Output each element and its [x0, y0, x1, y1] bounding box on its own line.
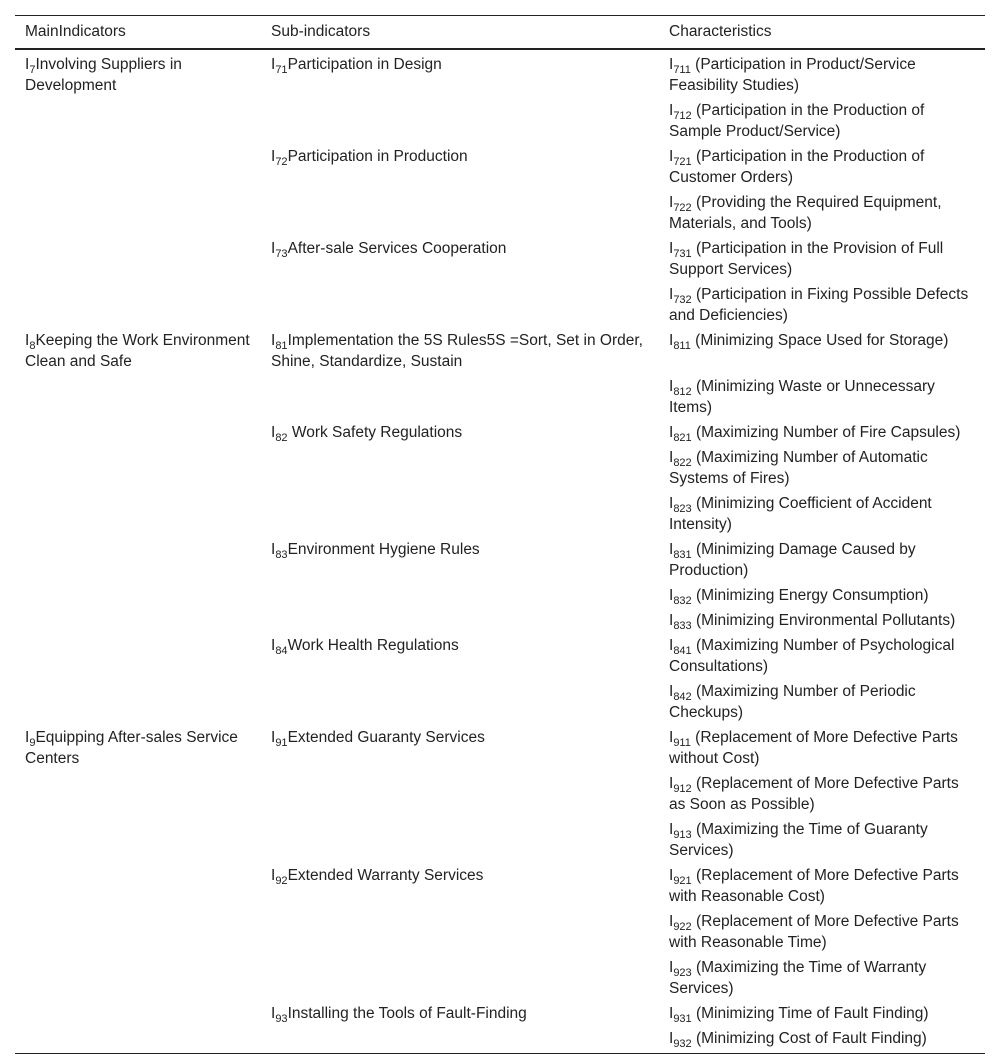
main-indicator-cell [15, 771, 261, 817]
characteristic [669, 332, 949, 352]
characteristic-label: (Minimizing Waste or Unnecessary Items) [669, 378, 935, 416]
characteristic-label: (Participation in Fixing Possible Defects and Deficiencies) [669, 286, 969, 324]
main-indicator-code-prefix: I [25, 729, 30, 746]
characteristic-code-prefix: I [669, 378, 674, 395]
sub-indicator-label: Work Safety Regulations [287, 424, 463, 441]
characteristic-code-subscript: 711 [673, 64, 691, 76]
sub-indicator-cell [261, 679, 659, 725]
sub-indicator-label: Environment Hygiene Rules [287, 541, 480, 558]
characteristic-code-subscript: 731 [673, 248, 692, 260]
characteristic-code-prefix: I [669, 240, 674, 257]
characteristic-label: (Maximizing Number of Periodic Checkups) [669, 683, 916, 721]
characteristic-label: (Participation in Product/Service Feasibility Studies) [669, 56, 916, 94]
sub-indicator-code-prefix: I [271, 240, 276, 257]
sub-indicator-code-subscript: 84 [275, 645, 288, 657]
sub-indicator-cell [261, 190, 659, 236]
characteristic-cell [659, 98, 985, 144]
table-row [15, 190, 985, 236]
characteristic-code [669, 495, 692, 515]
main-indicator-cell [15, 633, 261, 679]
header-sub-indicators: Sub-indicators [271, 23, 371, 40]
characteristic [669, 194, 942, 232]
sub-indicator-code [271, 1005, 288, 1025]
table-row [15, 491, 985, 537]
characteristic-code-prefix: I [669, 495, 674, 512]
characteristic-cell [659, 190, 985, 236]
characteristic-label: (Minimizing Damage Caused by Production) [669, 541, 916, 579]
characteristic-code-subscript: 911 [673, 737, 691, 749]
main-indicator-code-subscript: 8 [29, 340, 36, 352]
characteristic-label: (Replacement of More Defective Parts as Soon as Possible) [669, 775, 959, 813]
characteristic-cell [659, 282, 985, 328]
table-row [15, 537, 985, 583]
sub-indicator-label: Work Health Regulations [287, 637, 459, 654]
sub-indicator-cell [261, 583, 659, 608]
sub-indicator-cell [261, 328, 659, 374]
sub-indicator-label: Participation in Production [287, 148, 468, 165]
table-row [15, 445, 985, 491]
characteristic-code [669, 775, 692, 795]
sub-indicator-cell [261, 909, 659, 955]
main-indicator-label: Equipping After-sales Service Centers [25, 729, 238, 767]
characteristic-code-prefix: I [669, 332, 674, 349]
characteristic-code-subscript: 732 [673, 294, 692, 306]
characteristic-code-prefix: I [669, 1030, 674, 1047]
characteristic-code [669, 286, 692, 306]
characteristic [669, 729, 958, 767]
characteristic-code-subscript: 841 [673, 645, 692, 657]
main-indicator-cell [15, 909, 261, 955]
table-row [15, 817, 985, 863]
main-indicator-cell [15, 374, 261, 420]
sub-indicator-code-prefix: I [271, 637, 276, 654]
characteristic-code [669, 637, 692, 657]
table-row [15, 282, 985, 328]
characteristic-code-prefix: I [669, 194, 674, 211]
characteristic-code [669, 240, 692, 260]
characteristic-code-subscript: 811 [673, 340, 691, 352]
table-row [15, 679, 985, 725]
characteristic-cell [659, 725, 985, 771]
main-indicator-cell [15, 491, 261, 537]
table-row [15, 144, 985, 190]
characteristic-code [669, 683, 692, 703]
characteristic-label: (Participation in the Production of Customer Orders) [669, 148, 925, 186]
main-indicator-code-prefix: I [25, 56, 30, 73]
characteristic-cell [659, 633, 985, 679]
main-indicator-cell [15, 144, 261, 190]
main-indicator-cell [15, 49, 261, 98]
indicators-table-container [15, 15, 985, 1054]
table-row [15, 608, 985, 633]
characteristic [669, 449, 928, 487]
characteristic-label: (Replacement of More Defective Parts without Cost) [669, 729, 958, 767]
main-indicator-cell [15, 98, 261, 144]
characteristic-code-prefix: I [669, 637, 674, 654]
characteristic-code-subscript: 812 [673, 386, 692, 398]
main-indicator-cell [15, 863, 261, 909]
characteristic-code-prefix: I [669, 541, 674, 558]
main-indicator-code-subscript: 7 [29, 64, 36, 76]
characteristic-label: (Replacement of More Defective Parts with Reasonable Time) [669, 913, 959, 951]
main-indicator-cell [15, 955, 261, 1001]
characteristic-cell [659, 863, 985, 909]
main-indicator [25, 332, 250, 370]
sub-indicator-code-subscript: 73 [275, 248, 288, 260]
table-row [15, 725, 985, 771]
main-indicator-cell [15, 679, 261, 725]
sub-indicator-code-subscript: 83 [275, 549, 288, 561]
sub-indicator-code [271, 867, 288, 887]
sub-indicator-label: After-sale Services Cooperation [287, 240, 507, 257]
sub-indicator [271, 541, 480, 561]
sub-indicator-cell [261, 863, 659, 909]
table-header [15, 16, 985, 50]
characteristic-code-prefix: I [669, 821, 674, 838]
characteristic-cell [659, 608, 985, 633]
sub-indicator-code [271, 424, 288, 444]
characteristic-code [669, 541, 692, 561]
sub-indicator-cell [261, 725, 659, 771]
table-row [15, 583, 985, 608]
characteristic-cell [659, 445, 985, 491]
characteristic-label: (Participation in the Production of Sample Product/Service) [669, 102, 925, 140]
characteristic-code-prefix: I [669, 959, 674, 976]
characteristic [669, 1005, 929, 1025]
characteristic-code-subscript: 922 [673, 921, 692, 933]
main-indicator-code [25, 332, 36, 352]
sub-indicator-label: Installing the Tools of Fault-Finding [287, 1005, 527, 1022]
characteristic-cell [659, 328, 985, 374]
characteristic-code-subscript: 823 [673, 503, 692, 515]
sub-indicator-cell [261, 144, 659, 190]
characteristic-code-prefix: I [669, 424, 674, 441]
characteristic [669, 541, 916, 579]
characteristic-label: (Maximizing Number of Automatic Systems of Fires) [669, 449, 928, 487]
sub-indicator-code [271, 729, 288, 749]
main-indicator-cell [15, 328, 261, 374]
characteristic-code-prefix: I [669, 867, 674, 884]
characteristic [669, 775, 959, 813]
sub-indicator [271, 240, 507, 260]
characteristic-label: (Providing the Required Equipment, Materials, and Tools) [669, 194, 942, 232]
table-row [15, 1001, 985, 1026]
characteristic-code [669, 194, 692, 214]
characteristic-code-subscript: 912 [673, 783, 692, 795]
main-indicator-cell [15, 190, 261, 236]
sub-indicator-cell [261, 420, 659, 445]
characteristic-code-prefix: I [669, 286, 674, 303]
sub-indicator-cell [261, 374, 659, 420]
characteristic-code-subscript: 722 [673, 202, 692, 214]
table-row [15, 1026, 985, 1054]
sub-indicator-code-prefix: I [271, 1005, 276, 1022]
characteristic-label: (Replacement of More Defective Parts with Reasonable Cost) [669, 867, 959, 905]
characteristic-label: (Minimizing Coefficient of Accident Intensity) [669, 495, 932, 533]
characteristic [669, 612, 956, 632]
main-indicator-cell [15, 817, 261, 863]
table-row [15, 633, 985, 679]
characteristic [669, 102, 924, 140]
table-row [15, 771, 985, 817]
sub-indicator [271, 56, 442, 76]
characteristic-code-subscript: 913 [673, 829, 692, 841]
characteristic-cell [659, 583, 985, 608]
characteristic-code-prefix: I [669, 775, 674, 792]
sub-indicator-code [271, 56, 288, 76]
characteristic [669, 286, 968, 324]
characteristic-code [669, 424, 692, 444]
characteristic-code-subscript: 831 [673, 549, 692, 561]
characteristic [669, 240, 943, 278]
characteristic [669, 959, 926, 997]
characteristic-label: (Participation in the Provision of Full Support Services) [669, 240, 944, 278]
table-row [15, 374, 985, 420]
characteristic [669, 1030, 927, 1050]
characteristic-label: (Maximizing Number of Fire Capsules) [691, 424, 961, 441]
characteristic-label: (Minimizing Space Used for Storage) [690, 332, 949, 349]
sub-indicator [271, 729, 485, 749]
sub-indicator-code-subscript: 81 [275, 340, 288, 352]
table-row [15, 909, 985, 955]
characteristic [669, 424, 961, 444]
sub-indicator-code-subscript: 92 [275, 875, 288, 887]
characteristic-cell [659, 1026, 985, 1054]
characteristic-code-prefix: I [669, 1005, 674, 1022]
characteristic-code-prefix: I [669, 56, 674, 73]
main-indicator-code-subscript: 9 [29, 737, 36, 749]
sub-indicator-code-subscript: 72 [275, 156, 288, 168]
characteristic [669, 378, 935, 416]
characteristic-code-prefix: I [669, 449, 674, 466]
characteristic-cell [659, 955, 985, 1001]
characteristic-code-prefix: I [669, 612, 674, 629]
characteristic-label: (Minimizing Time of Fault Finding) [691, 1005, 929, 1022]
sub-indicator-cell [261, 955, 659, 1001]
characteristic-cell [659, 909, 985, 955]
main-indicator-cell [15, 583, 261, 608]
characteristic-code-subscript: 923 [673, 967, 692, 979]
characteristic-label: (Minimizing Environmental Pollutants) [691, 612, 956, 629]
characteristic-cell [659, 236, 985, 282]
main-indicator [25, 56, 182, 94]
characteristic-code-subscript: 842 [673, 691, 692, 703]
sub-indicator [271, 867, 484, 887]
characteristic-code-prefix: I [669, 683, 674, 700]
sub-indicator-code [271, 148, 288, 168]
table-row [15, 420, 985, 445]
sub-indicator-code [271, 541, 288, 561]
sub-indicator-cell [261, 98, 659, 144]
characteristic [669, 913, 959, 951]
characteristic-code [669, 1030, 692, 1050]
sub-indicator-code [271, 240, 288, 260]
main-indicator-cell [15, 1026, 261, 1054]
sub-indicator-code-prefix: I [271, 332, 276, 349]
characteristic [669, 637, 954, 675]
characteristic-code [669, 729, 691, 749]
characteristic-code [669, 959, 692, 979]
main-indicator-cell [15, 420, 261, 445]
characteristic-code-subscript: 721 [673, 156, 692, 168]
main-indicator [25, 729, 238, 767]
characteristic-code-subscript: 833 [673, 620, 692, 632]
sub-indicator-code-subscript: 93 [275, 1013, 288, 1025]
characteristic-code-subscript: 712 [673, 110, 692, 122]
main-indicator-cell [15, 608, 261, 633]
characteristic [669, 587, 929, 607]
table-row [15, 236, 985, 282]
characteristic-label: (Maximizing the Time of Warranty Services) [669, 959, 927, 997]
main-indicator-label: Involving Suppliers in Development [25, 56, 182, 94]
characteristic-code [669, 56, 691, 76]
characteristic-code-prefix: I [669, 913, 674, 930]
sub-indicator-code-prefix: I [271, 56, 276, 73]
sub-indicator [271, 424, 463, 444]
characteristic [669, 495, 932, 533]
sub-indicator-cell [261, 236, 659, 282]
characteristic-code [669, 587, 692, 607]
main-indicator-cell [15, 1001, 261, 1026]
header-row [15, 16, 985, 50]
sub-indicator-cell [261, 491, 659, 537]
header-characteristics: Characteristics [669, 23, 772, 40]
sub-indicator-label: Participation in Design [287, 56, 442, 73]
characteristic-cell [659, 420, 985, 445]
characteristic-cell [659, 374, 985, 420]
characteristic-code [669, 913, 692, 933]
characteristic-code [669, 148, 692, 168]
characteristic-label: (Maximizing the Time of Guaranty Services) [669, 821, 928, 859]
main-indicator-cell [15, 282, 261, 328]
characteristic-cell [659, 537, 985, 583]
characteristic-code [669, 332, 691, 352]
main-indicator-code-prefix: I [25, 332, 30, 349]
table-row [15, 863, 985, 909]
sub-indicator [271, 637, 459, 657]
sub-indicator [271, 332, 643, 370]
main-indicator-code [25, 56, 36, 76]
characteristic-cell [659, 771, 985, 817]
sub-indicator-code [271, 637, 288, 657]
characteristic-cell [659, 679, 985, 725]
characteristic-code-prefix: I [669, 587, 674, 604]
table-body [15, 49, 985, 1054]
characteristic [669, 56, 916, 94]
sub-indicator-cell [261, 771, 659, 817]
sub-indicator-code-subscript: 91 [275, 737, 288, 749]
characteristic-cell [659, 144, 985, 190]
characteristic-label: (Minimizing Energy Consumption) [691, 587, 929, 604]
table-row [15, 955, 985, 1001]
sub-indicator-label: Extended Guaranty Services [287, 729, 485, 746]
header-main-indicators: MainIndicators [25, 23, 126, 40]
characteristic-code [669, 1005, 692, 1025]
sub-indicator-cell [261, 1001, 659, 1026]
sub-indicator [271, 148, 468, 168]
characteristic-code-subscript: 932 [673, 1038, 692, 1050]
main-indicator-cell [15, 537, 261, 583]
characteristic-code-subscript: 821 [673, 432, 692, 444]
sub-indicator-cell [261, 608, 659, 633]
sub-indicator-code-prefix: I [271, 729, 276, 746]
characteristic-code-prefix: I [669, 102, 674, 119]
characteristic-cell [659, 49, 985, 98]
sub-indicator-cell [261, 633, 659, 679]
characteristic-code-prefix: I [669, 729, 674, 746]
sub-indicator-code-subscript: 82 [275, 432, 288, 444]
characteristic [669, 683, 916, 721]
sub-indicator-cell [261, 49, 659, 98]
sub-indicator-code-prefix: I [271, 424, 276, 441]
characteristic-code-subscript: 931 [673, 1013, 692, 1025]
indicators-table [15, 15, 985, 1054]
characteristic-cell [659, 1001, 985, 1026]
characteristic-code-prefix: I [669, 148, 674, 165]
characteristic-code-subscript: 921 [673, 875, 692, 887]
characteristic-code-subscript: 822 [673, 457, 692, 469]
sub-indicator-cell [261, 282, 659, 328]
sub-indicator-cell [261, 537, 659, 583]
table-row [15, 49, 985, 98]
sub-indicator-cell [261, 817, 659, 863]
sub-indicator-label: Implementation the 5S Rules5S =Sort, Set in Order, Shine, Standardize, Sustain [271, 332, 643, 370]
sub-indicator-code-prefix: I [271, 148, 276, 165]
sub-indicator-code-prefix: I [271, 541, 276, 558]
characteristic-label: (Maximizing Number of Psychological Consultations) [669, 637, 955, 675]
characteristic-code [669, 102, 692, 122]
main-indicator-code [25, 729, 36, 749]
characteristic-cell [659, 817, 985, 863]
main-indicator-cell [15, 725, 261, 771]
main-indicator-label: Keeping the Work Environment Clean and Safe [25, 332, 250, 370]
sub-indicator-code-prefix: I [271, 867, 276, 884]
sub-indicator-code [271, 332, 288, 352]
sub-indicator-label: Extended Warranty Services [287, 867, 484, 884]
characteristic [669, 867, 959, 905]
characteristic-code [669, 867, 692, 887]
characteristic-code-subscript: 832 [673, 595, 692, 607]
table-row [15, 98, 985, 144]
sub-indicator-code-subscript: 71 [275, 64, 288, 76]
characteristic-code [669, 612, 692, 632]
sub-indicator-cell [261, 1026, 659, 1054]
characteristic-code [669, 449, 692, 469]
characteristic-code [669, 378, 692, 398]
characteristic [669, 821, 928, 859]
sub-indicator-cell [261, 445, 659, 491]
main-indicator-cell [15, 236, 261, 282]
table-row [15, 328, 985, 374]
main-indicator-cell [15, 445, 261, 491]
characteristic-cell [659, 491, 985, 537]
characteristic-label: (Minimizing Cost of Fault Finding) [691, 1030, 927, 1047]
characteristic-code [669, 821, 692, 841]
sub-indicator [271, 1005, 527, 1025]
characteristic [669, 148, 924, 186]
